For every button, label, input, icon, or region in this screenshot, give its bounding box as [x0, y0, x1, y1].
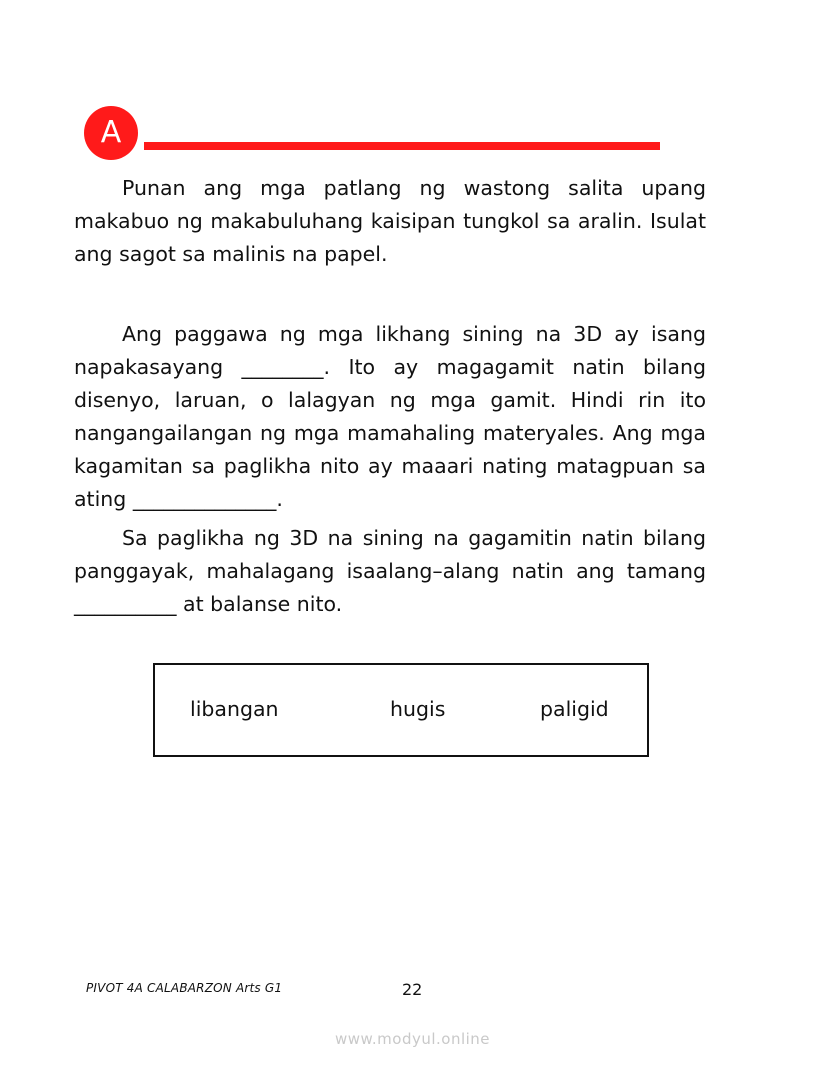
section-header: [84, 106, 664, 156]
word-bank-item: paligid: [540, 697, 609, 721]
watermark: www.modyul.online: [334, 1030, 491, 1048]
word-bank-box: [153, 663, 649, 757]
instructions-paragraph: Punan ang mga patlang ng wastong salita upang makabuo ng makabuluhang kaisipan tungkol sa aralin. Isulat ang sagot sa malinis na papel.: [74, 176, 706, 266]
word-bank-item: libangan: [190, 697, 279, 721]
section-rule: [144, 142, 660, 150]
passage-paragraph-2: Sa paglikha ng 3D na sining na gagamitin natin bilang panggayak, mahalagang isaalang–alang natin ang tamang __________ at balanse nito.: [74, 526, 706, 616]
page-number: 22: [402, 980, 423, 999]
footer-source: PIVOT 4A CALABARZON Arts G1: [86, 981, 283, 995]
section-badge: A: [84, 106, 138, 160]
word-bank-item: hugis: [390, 697, 446, 721]
passage-paragraph-1: Ang paggawa ng mga likhang sining na 3D ay isang napakasayang ________. Ito ay magagamit natin bilang disenyo, laruan, o lalagyan ng mga gamit. Hindi rin ito nangangailangan ng mga mamahaling materyales. Ang mga kagamitan sa paglikha nito ay maaari nating matagpuan sa ating ______________.: [74, 322, 706, 511]
